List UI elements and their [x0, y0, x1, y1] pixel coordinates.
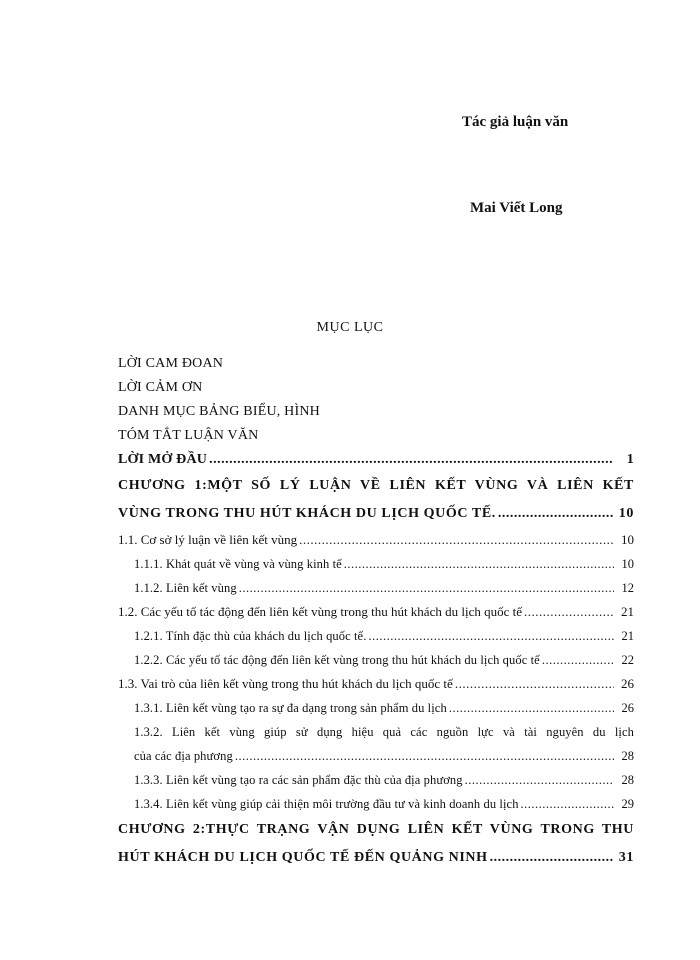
toc-entry-title: HÚT KHÁCH DU LỊCH QUỐC TẾ ĐẾN QUẢNG NINH: [118, 850, 488, 865]
toc-entry-page: 28: [621, 773, 634, 787]
toc-entry-title: LỜI CẢM ƠN: [118, 380, 203, 395]
dot-leader: [465, 768, 614, 792]
author-name: Mai Viết Long: [470, 200, 563, 216]
toc-entry-title: của các địa phương: [134, 749, 233, 763]
toc-entry-1-3-1: [118, 696, 634, 720]
toc-entry-1-2-2: [118, 648, 634, 672]
toc-entry-title: 1.2.2. Các yếu tố tác động đến liên kết vùng trong thu hút khách du lịch quốc tế: [134, 653, 540, 667]
toc-entry-page: 10: [618, 506, 634, 521]
dot-leader: [239, 576, 614, 600]
dot-leader: [490, 844, 614, 872]
toc-entry-chapter-1-line-1: [118, 472, 634, 500]
toc-entry-front-1: [118, 352, 634, 376]
toc-entry-1-2: [118, 600, 634, 624]
toc-entry-1-2-1: [118, 624, 634, 648]
toc-entry-title: 1.1. Cơ sở lý luận về liên kết vùng: [118, 532, 298, 547]
toc-entry-title: 1.1.1. Khát quát về vùng và vùng kinh tế: [134, 557, 342, 571]
dot-leader: [498, 500, 614, 528]
toc-entry-page: 10: [621, 532, 634, 547]
toc-entry-1-3: [118, 672, 634, 696]
toc-entry-title: DANH MỤC BẢNG BIỂU, HÌNH: [118, 404, 320, 419]
toc-entry-page: 28: [621, 749, 634, 763]
toc-entry-1-3-2-line-2: [118, 744, 634, 768]
toc-entry-page: 21: [621, 604, 634, 619]
dot-leader: [449, 696, 614, 720]
toc-entry-front-4: [118, 424, 634, 448]
author-label: Tác giả luận văn: [462, 114, 569, 130]
toc-entry-title: CHƯƠNG 1:MỘT SỐ LÝ LUẬN VỀ LIÊN KẾT VÙNG VÀ LIÊN KẾT: [118, 478, 634, 493]
dot-leader: [344, 552, 614, 576]
dot-leader: [235, 744, 614, 768]
toc-entry-page: 22: [621, 653, 634, 667]
toc-title: MỤC LỤC: [316, 320, 384, 335]
toc-entry-title: LỜI MỞ ĐẦU: [118, 452, 208, 467]
toc-entry-chapter-2-line-1: [118, 816, 634, 844]
dot-leader: [368, 624, 614, 648]
toc-entry-page: 29: [621, 797, 634, 811]
dot-leader: [521, 792, 614, 816]
dot-leader: [299, 528, 614, 552]
toc-entry-1-3-2-line-1: [118, 720, 634, 744]
toc-entry-1-3-4: [118, 792, 634, 816]
toc-entry-chapter-2-line-2: [118, 844, 634, 872]
toc-entry-title: TÓM TẮT LUẬN VĂN: [118, 428, 259, 443]
toc-entry-1-1-1: [118, 552, 634, 576]
toc-entry-title: 1.3.4. Liên kết vùng giúp cải thiện môi trường đầu tư và kinh doanh du lịch: [134, 797, 519, 811]
toc-entry-1-1: [118, 528, 634, 552]
toc-entry-page: 21: [621, 629, 634, 643]
toc-entry-front-3: [118, 400, 634, 424]
toc-entry-intro: [118, 448, 634, 472]
dot-leader: [455, 672, 614, 696]
dot-leader: [524, 600, 614, 624]
toc-entry-page: 26: [621, 676, 634, 691]
toc-entry-title: 1.3.1. Liên kết vùng tạo ra sự đa dạng trong sản phẩm du lịch: [134, 701, 447, 715]
toc-entry-title: 1.3. Vai trò của liên kết vùng trong thu hút khách du lịch quốc tế: [118, 676, 453, 691]
toc-entry-title: CHƯƠNG 2:THỰC TRẠNG VẬN DỤNG LIÊN KẾT VÙNG TRONG THU: [118, 822, 634, 837]
toc-entry-title: 1.1.2. Liên kết vùng: [134, 581, 237, 595]
toc-entry-1-3-3: [118, 768, 634, 792]
toc-entry-front-2: [118, 376, 634, 400]
toc-entry-page: 31: [618, 850, 634, 865]
toc-entry-1-1-2: [118, 576, 634, 600]
toc-entry-title: VÙNG TRONG THU HÚT KHÁCH DU LỊCH QUỐC TẾ.: [118, 506, 496, 521]
toc-entry-title: 1.2.1. Tính đặc thù của khách du lịch quốc tế.: [134, 629, 367, 643]
toc-entry-page: 10: [621, 557, 634, 571]
dot-leader: [542, 648, 614, 672]
toc-entry-page: 12: [621, 581, 634, 595]
table-of-contents: [118, 352, 634, 872]
toc-entry-chapter-1-line-2: [118, 500, 634, 528]
toc-entry-page: 26: [621, 701, 634, 715]
toc-entry-title: LỜI CAM ĐOAN: [118, 356, 224, 371]
toc-entry-title: 1.3.3. Liên kết vùng tạo ra các sản phẩm đặc thù của địa phương: [134, 773, 463, 787]
toc-entry-title: 1.3.2. Liên kết vùng giúp sử dụng hiệu quả các nguồn lực và tài nguyên du lịch: [134, 725, 634, 739]
dot-leader: [209, 448, 614, 472]
toc-entry-title: 1.2. Các yếu tố tác động đến liên kết vùng trong thu hút khách du lịch quốc tế: [118, 604, 522, 619]
toc-entry-page: 1: [626, 452, 634, 467]
